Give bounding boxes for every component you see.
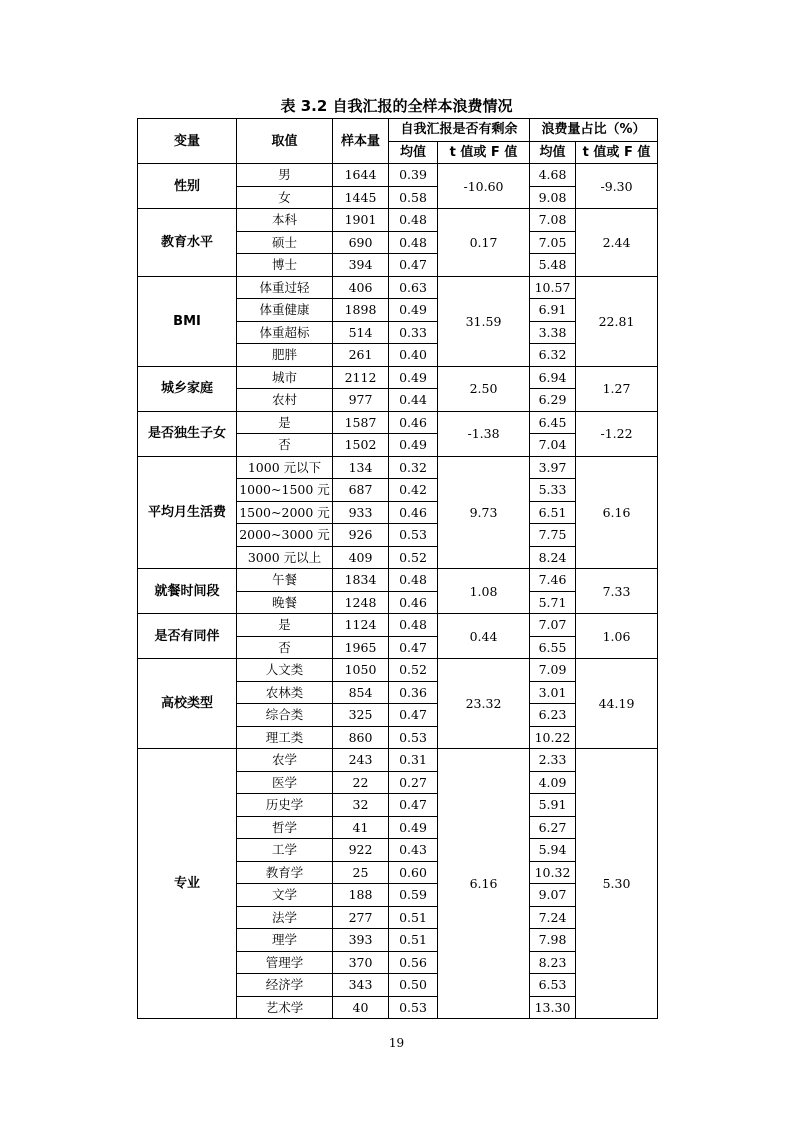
value-cell: 法学 [237, 906, 333, 929]
leftover-mean-cell: 0.48 [389, 569, 438, 592]
table-row [138, 749, 658, 772]
value-cell: 文学 [237, 884, 333, 907]
leftover-mean-cell: 0.48 [389, 231, 438, 254]
value-cell: 理学 [237, 929, 333, 952]
sample-size-cell: 933 [333, 501, 389, 524]
variable-name: 教育水平 [138, 209, 237, 277]
sample-size-cell: 1050 [333, 659, 389, 682]
leftover-tf-cell: 0.44 [438, 614, 530, 659]
value-cell: 午餐 [237, 569, 333, 592]
variable-name: 性别 [138, 164, 237, 209]
sample-size-cell: 406 [333, 276, 389, 299]
table-row [138, 209, 658, 232]
table-row [138, 659, 658, 682]
leftover-tf-cell: 0.17 [438, 209, 530, 277]
waste-mean-cell: 3.01 [530, 681, 576, 704]
waste-tf-cell: -1.22 [576, 411, 658, 456]
sample-size-cell: 32 [333, 794, 389, 817]
waste-mean-cell: 13.30 [530, 996, 576, 1019]
table-caption: 表 3.2 自我汇报的全样本浪费情况 [280, 97, 513, 115]
value-cell: 农村 [237, 389, 333, 412]
sample-size-cell: 134 [333, 456, 389, 479]
waste-mean-cell: 7.24 [530, 906, 576, 929]
waste-tf-cell: 5.30 [576, 749, 658, 1019]
value-cell: 体重健康 [237, 299, 333, 322]
sample-size-cell: 22 [333, 771, 389, 794]
waste-tf-cell: 22.81 [576, 276, 658, 366]
waste-tf-cell: 1.06 [576, 614, 658, 659]
waste-mean-cell: 5.48 [530, 254, 576, 277]
waste-mean-cell: 9.07 [530, 884, 576, 907]
sample-size-cell: 1898 [333, 299, 389, 322]
waste-mean-cell: 6.27 [530, 816, 576, 839]
waste-mean-cell: 4.68 [530, 164, 576, 187]
leftover-mean-cell: 0.52 [389, 659, 438, 682]
leftover-mean-cell: 0.33 [389, 321, 438, 344]
leftover-mean-cell: 0.53 [389, 726, 438, 749]
sample-size-cell: 1901 [333, 209, 389, 232]
variable-name: 就餐时间段 [138, 569, 237, 614]
sample-size-cell: 1965 [333, 636, 389, 659]
leftover-mean-cell: 0.51 [389, 929, 438, 952]
value-cell: 艺术学 [237, 996, 333, 1019]
leftover-tf-cell: -10.60 [438, 164, 530, 209]
sample-size-cell: 1124 [333, 614, 389, 637]
variable-name: BMI [138, 276, 237, 366]
sample-size-cell: 854 [333, 681, 389, 704]
header-variable: 变量 [138, 119, 237, 164]
waste-mean-cell: 6.29 [530, 389, 576, 412]
value-cell: 晚餐 [237, 591, 333, 614]
waste-tf-cell: 2.44 [576, 209, 658, 277]
value-cell: 1000 元以下 [237, 456, 333, 479]
leftover-mean-cell: 0.40 [389, 344, 438, 367]
leftover-tf-cell: 31.59 [438, 276, 530, 366]
value-cell: 教育学 [237, 861, 333, 884]
table-row [138, 614, 658, 637]
value-cell: 2000~3000 元 [237, 524, 333, 547]
variable-name: 城乡家庭 [138, 366, 237, 411]
value-cell: 理工类 [237, 726, 333, 749]
sample-size-cell: 977 [333, 389, 389, 412]
sample-size-cell: 394 [333, 254, 389, 277]
waste-mean-cell: 7.04 [530, 434, 576, 457]
table-row [138, 411, 658, 434]
value-cell: 1500~2000 元 [237, 501, 333, 524]
leftover-mean-cell: 0.47 [389, 704, 438, 727]
header-mean-leftover: 均值 [389, 141, 438, 164]
waste-mean-cell: 6.51 [530, 501, 576, 524]
value-cell: 管理学 [237, 951, 333, 974]
value-cell: 3000 元以上 [237, 546, 333, 569]
waste-table [137, 118, 658, 1019]
leftover-tf-cell: 9.73 [438, 456, 530, 569]
waste-mean-cell: 3.38 [530, 321, 576, 344]
value-cell: 综合类 [237, 704, 333, 727]
waste-tf-cell: -9.30 [576, 164, 658, 209]
waste-mean-cell: 6.55 [530, 636, 576, 659]
sample-size-cell: 687 [333, 479, 389, 502]
value-cell: 否 [237, 434, 333, 457]
waste-mean-cell: 9.08 [530, 186, 576, 209]
leftover-mean-cell: 0.49 [389, 816, 438, 839]
waste-mean-cell: 6.32 [530, 344, 576, 367]
leftover-mean-cell: 0.46 [389, 591, 438, 614]
variable-name: 是否有同伴 [138, 614, 237, 659]
waste-mean-cell: 8.24 [530, 546, 576, 569]
sample-size-cell: 926 [333, 524, 389, 547]
waste-mean-cell: 7.46 [530, 569, 576, 592]
leftover-mean-cell: 0.59 [389, 884, 438, 907]
value-cell: 经济学 [237, 974, 333, 997]
page-number: 19 [388, 1036, 405, 1050]
leftover-mean-cell: 0.27 [389, 771, 438, 794]
leftover-mean-cell: 0.52 [389, 546, 438, 569]
waste-mean-cell: 7.08 [530, 209, 576, 232]
leftover-mean-cell: 0.43 [389, 839, 438, 862]
header-waste-ratio: 浪费量占比（%） [530, 119, 658, 142]
variable-name: 平均月生活费 [138, 456, 237, 569]
leftover-mean-cell: 0.39 [389, 164, 438, 187]
sample-size-cell: 690 [333, 231, 389, 254]
waste-tf-cell: 6.16 [576, 456, 658, 569]
sample-size-cell: 277 [333, 906, 389, 929]
table-row [138, 276, 658, 299]
leftover-mean-cell: 0.47 [389, 794, 438, 817]
waste-mean-cell: 7.07 [530, 614, 576, 637]
waste-mean-cell: 5.71 [530, 591, 576, 614]
sample-size-cell: 393 [333, 929, 389, 952]
leftover-mean-cell: 0.31 [389, 749, 438, 772]
value-cell: 人文类 [237, 659, 333, 682]
leftover-tf-cell: 2.50 [438, 366, 530, 411]
value-cell: 1000~1500 元 [237, 479, 333, 502]
value-cell: 历史学 [237, 794, 333, 817]
waste-mean-cell: 8.23 [530, 951, 576, 974]
leftover-mean-cell: 0.49 [389, 299, 438, 322]
table-row [138, 366, 658, 389]
leftover-mean-cell: 0.58 [389, 186, 438, 209]
sample-size-cell: 41 [333, 816, 389, 839]
sample-size-cell: 40 [333, 996, 389, 1019]
header-value: 取值 [237, 119, 333, 164]
value-cell: 体重过轻 [237, 276, 333, 299]
sample-size-cell: 1248 [333, 591, 389, 614]
table-body [138, 164, 658, 1019]
sample-size-cell: 370 [333, 951, 389, 974]
leftover-mean-cell: 0.46 [389, 501, 438, 524]
value-cell: 博士 [237, 254, 333, 277]
sample-size-cell: 2112 [333, 366, 389, 389]
variable-name: 专业 [138, 749, 237, 1019]
waste-tf-cell: 7.33 [576, 569, 658, 614]
waste-mean-cell: 6.91 [530, 299, 576, 322]
leftover-tf-cell: 6.16 [438, 749, 530, 1019]
value-cell: 农林类 [237, 681, 333, 704]
waste-mean-cell: 6.23 [530, 704, 576, 727]
sample-size-cell: 1445 [333, 186, 389, 209]
header-leftover: 自我汇报是否有剩余 [389, 119, 530, 142]
leftover-mean-cell: 0.49 [389, 434, 438, 457]
waste-mean-cell: 10.57 [530, 276, 576, 299]
waste-mean-cell: 5.33 [530, 479, 576, 502]
leftover-mean-cell: 0.42 [389, 479, 438, 502]
leftover-mean-cell: 0.36 [389, 681, 438, 704]
value-cell: 是 [237, 411, 333, 434]
leftover-tf-cell: 23.32 [438, 659, 530, 749]
leftover-mean-cell: 0.51 [389, 906, 438, 929]
sample-size-cell: 261 [333, 344, 389, 367]
table-row [138, 456, 658, 479]
header-row-1 [138, 119, 658, 142]
sample-size-cell: 1834 [333, 569, 389, 592]
value-cell: 农学 [237, 749, 333, 772]
value-cell: 肥胖 [237, 344, 333, 367]
leftover-tf-cell: -1.38 [438, 411, 530, 456]
value-cell: 哲学 [237, 816, 333, 839]
leftover-mean-cell: 0.50 [389, 974, 438, 997]
variable-name: 高校类型 [138, 659, 237, 749]
value-cell: 城市 [237, 366, 333, 389]
leftover-mean-cell: 0.47 [389, 254, 438, 277]
header-sample-size: 样本量 [333, 119, 389, 164]
leftover-mean-cell: 0.48 [389, 614, 438, 637]
waste-mean-cell: 10.22 [530, 726, 576, 749]
sample-size-cell: 325 [333, 704, 389, 727]
waste-mean-cell: 10.32 [530, 861, 576, 884]
waste-mean-cell: 3.97 [530, 456, 576, 479]
leftover-mean-cell: 0.53 [389, 996, 438, 1019]
sample-size-cell: 922 [333, 839, 389, 862]
header-tf-waste: t 值或 F 值 [576, 141, 658, 164]
leftover-mean-cell: 0.46 [389, 411, 438, 434]
value-cell: 工学 [237, 839, 333, 862]
waste-tf-cell: 44.19 [576, 659, 658, 749]
waste-mean-cell: 5.91 [530, 794, 576, 817]
variable-name: 是否独生子女 [138, 411, 237, 456]
table-row [138, 164, 658, 187]
value-cell: 男 [237, 164, 333, 187]
leftover-mean-cell: 0.32 [389, 456, 438, 479]
value-cell: 是 [237, 614, 333, 637]
sample-size-cell: 860 [333, 726, 389, 749]
sample-size-cell: 188 [333, 884, 389, 907]
value-cell: 本科 [237, 209, 333, 232]
waste-mean-cell: 2.33 [530, 749, 576, 772]
header-tf-leftover: t 值或 F 值 [438, 141, 530, 164]
waste-mean-cell: 7.09 [530, 659, 576, 682]
waste-mean-cell: 6.94 [530, 366, 576, 389]
table-row [138, 569, 658, 592]
sample-size-cell: 343 [333, 974, 389, 997]
value-cell: 硕士 [237, 231, 333, 254]
sample-size-cell: 1644 [333, 164, 389, 187]
waste-mean-cell: 5.94 [530, 839, 576, 862]
value-cell: 医学 [237, 771, 333, 794]
leftover-mean-cell: 0.63 [389, 276, 438, 299]
leftover-mean-cell: 0.60 [389, 861, 438, 884]
sample-size-cell: 409 [333, 546, 389, 569]
leftover-mean-cell: 0.56 [389, 951, 438, 974]
waste-mean-cell: 4.09 [530, 771, 576, 794]
sample-size-cell: 1587 [333, 411, 389, 434]
value-cell: 否 [237, 636, 333, 659]
sample-size-cell: 514 [333, 321, 389, 344]
waste-mean-cell: 6.45 [530, 411, 576, 434]
leftover-mean-cell: 0.47 [389, 636, 438, 659]
waste-tf-cell: 1.27 [576, 366, 658, 411]
leftover-tf-cell: 1.08 [438, 569, 530, 614]
sample-size-cell: 243 [333, 749, 389, 772]
waste-mean-cell: 7.75 [530, 524, 576, 547]
sample-size-cell: 1502 [333, 434, 389, 457]
value-cell: 女 [237, 186, 333, 209]
waste-mean-cell: 7.05 [530, 231, 576, 254]
leftover-mean-cell: 0.48 [389, 209, 438, 232]
waste-mean-cell: 6.53 [530, 974, 576, 997]
leftover-mean-cell: 0.44 [389, 389, 438, 412]
leftover-mean-cell: 0.53 [389, 524, 438, 547]
sample-size-cell: 25 [333, 861, 389, 884]
header-mean-waste: 均值 [530, 141, 576, 164]
leftover-mean-cell: 0.49 [389, 366, 438, 389]
waste-mean-cell: 7.98 [530, 929, 576, 952]
value-cell: 体重超标 [237, 321, 333, 344]
